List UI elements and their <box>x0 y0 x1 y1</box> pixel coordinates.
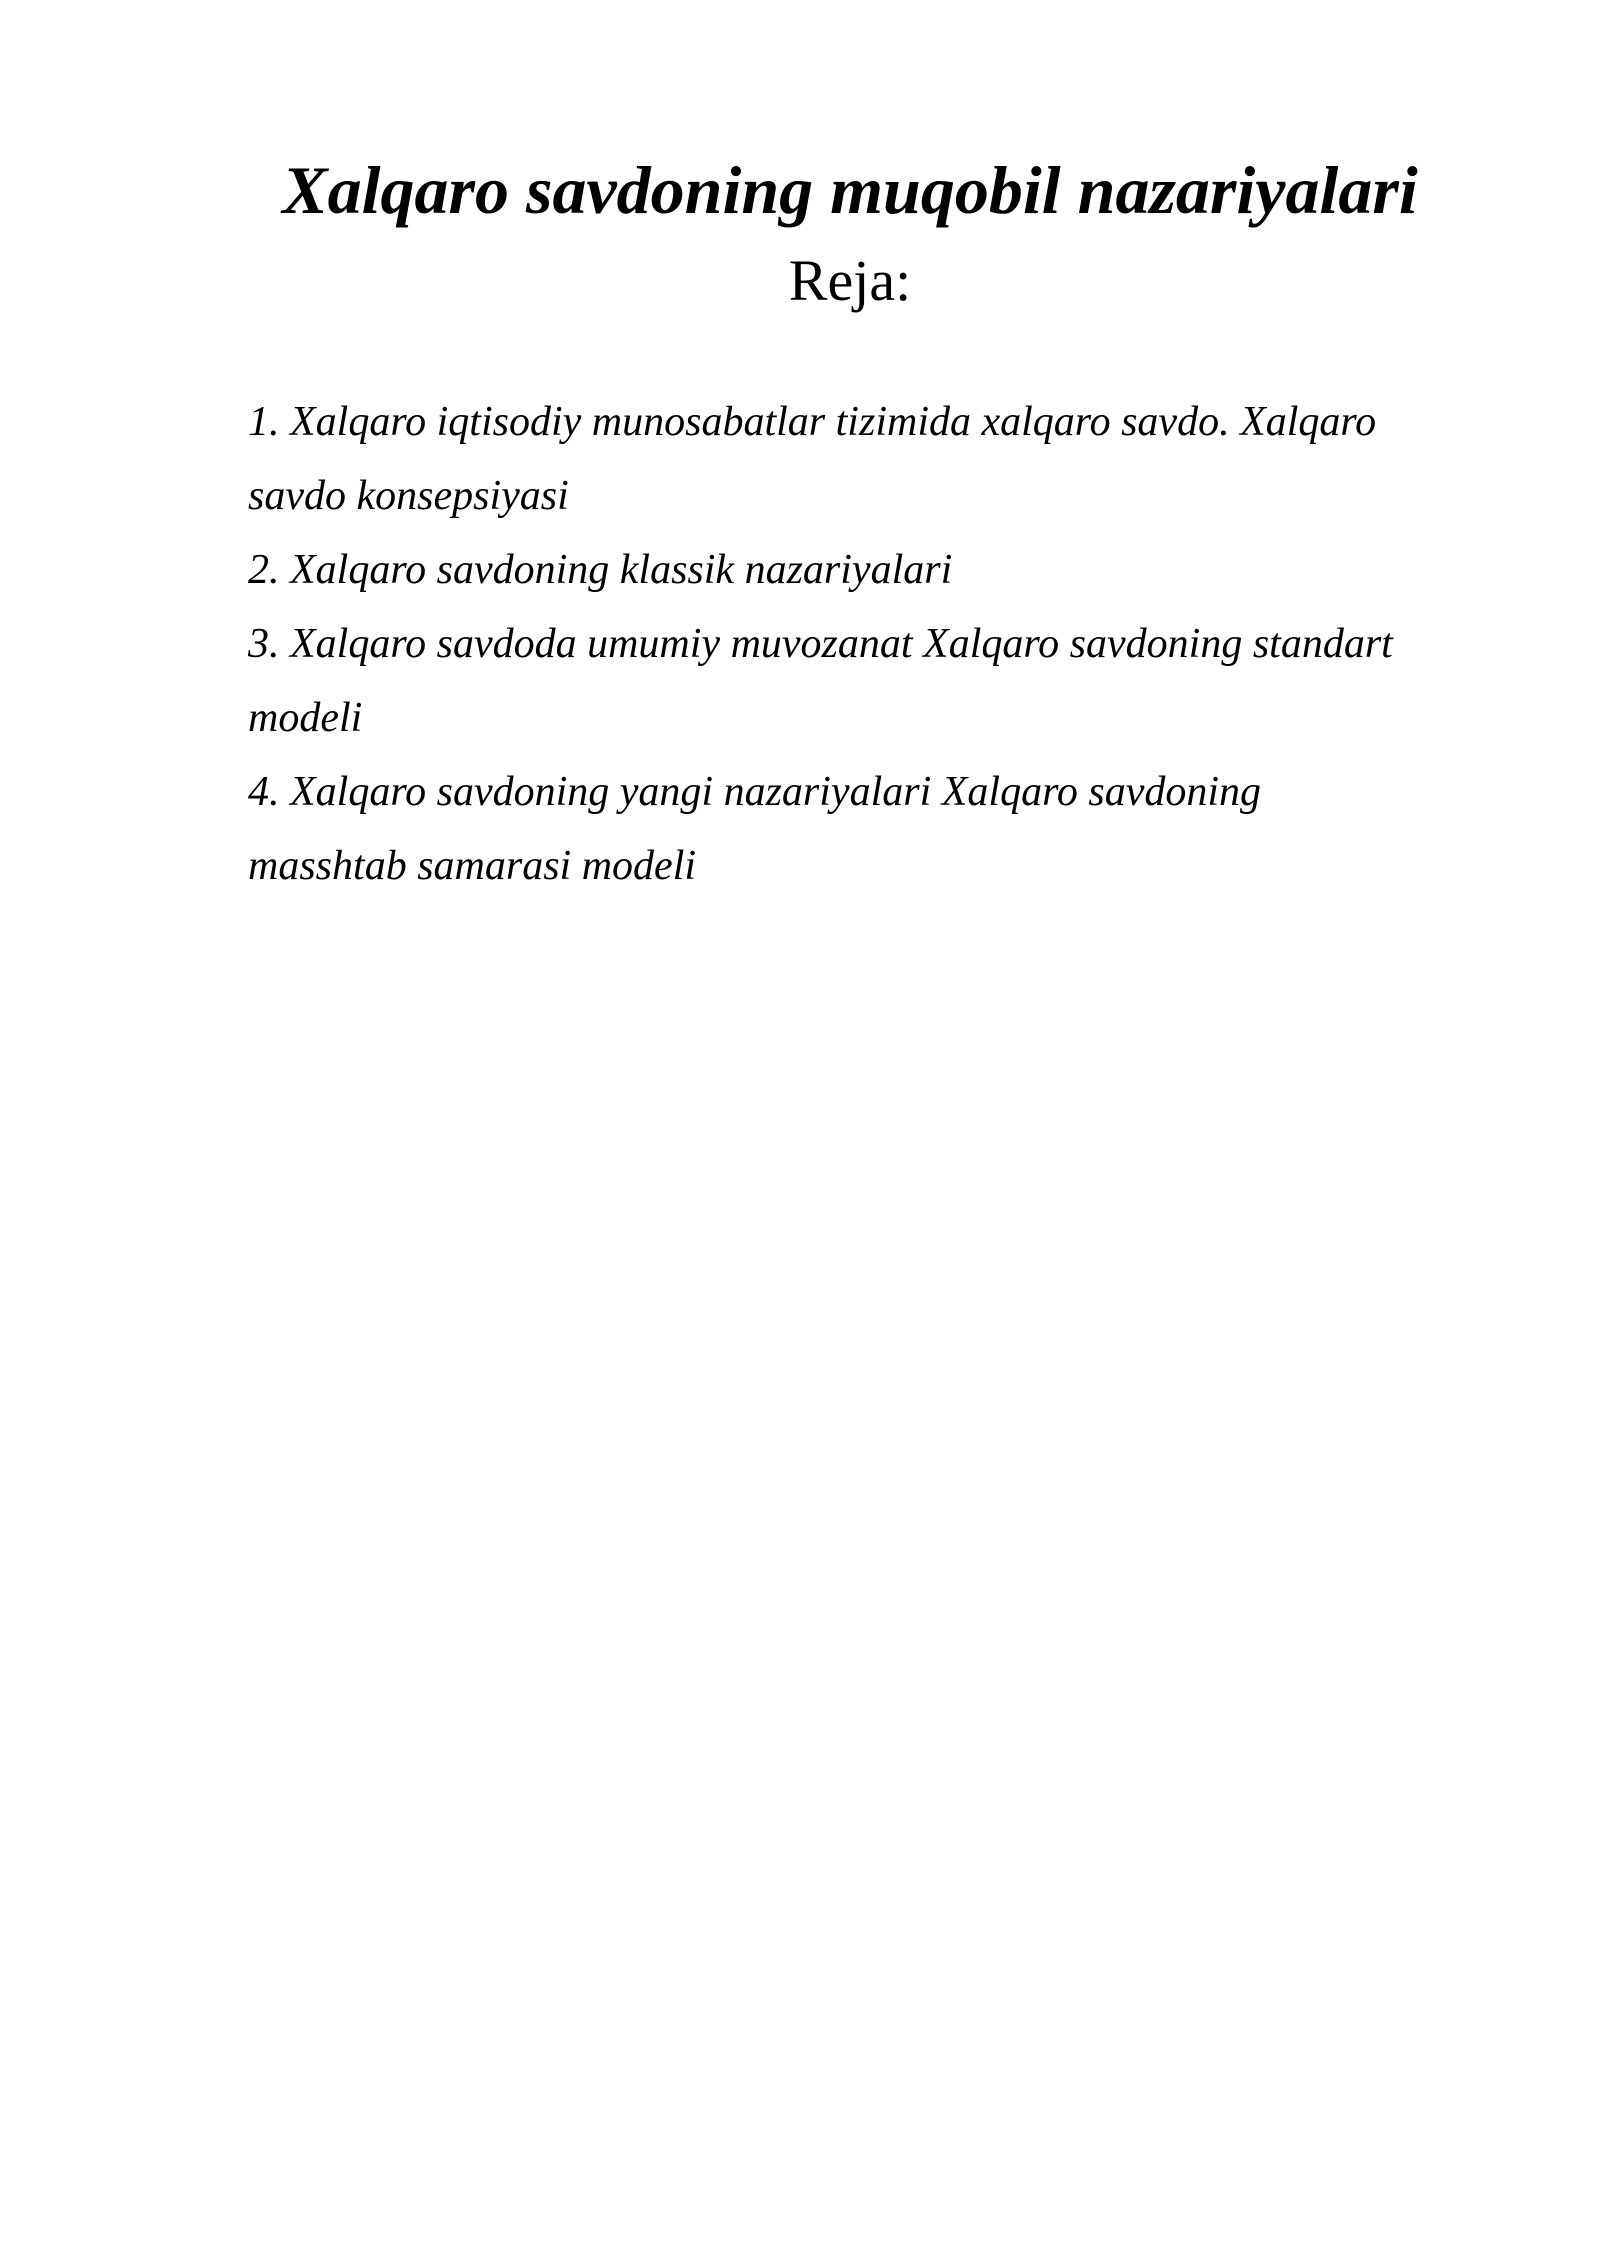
plan-item-4-line-1: 4. Xalqaro savdoning yangi nazariyalari Xalqaro savdoning <box>248 769 1262 815</box>
plan-item-2 <box>248 533 1498 607</box>
plan-item-2-line-1: 2. Xalqaro savdoning klassik nazariyalari <box>248 547 953 593</box>
plan-list <box>248 385 1498 903</box>
plan-item-1-line-1: 1. Xalqaro iqtisodiy munosabatlar tizimida xalqaro savdo. Xalqaro <box>248 399 1377 445</box>
plan-heading: Reja: <box>788 248 912 313</box>
plan-item-3-line-2: modeli <box>248 695 363 741</box>
plan-item-4 <box>248 755 1498 903</box>
plan-item-4-line-2: masshtab samarasi modeli <box>248 843 697 889</box>
plan-item-3-line-1: 3. Xalqaro savdoda umumiy muvozanat Xalqaro savdoning standart <box>248 621 1393 667</box>
document-title: Xalqaro savdoning muqobil nazariyalari <box>282 152 1418 228</box>
plan-item-1-line-2: savdo konsepsiyasi <box>248 473 569 519</box>
plan-item-1 <box>248 385 1498 533</box>
plan-item-3 <box>248 607 1498 755</box>
